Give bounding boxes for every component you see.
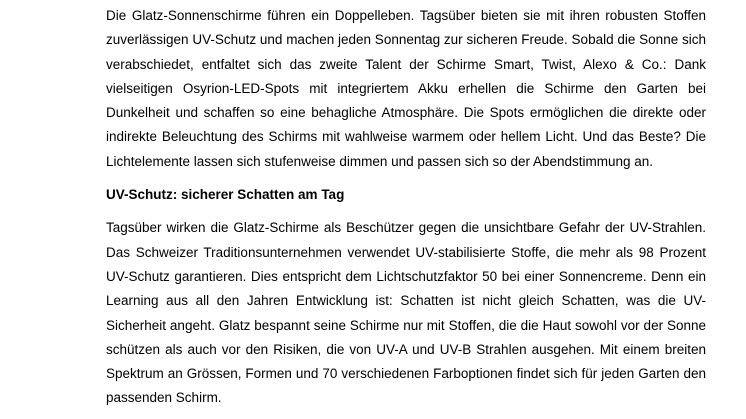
document-page	[106, 4, 706, 411]
section-heading: UV-Schutz: sicherer Schatten am Tag	[106, 187, 345, 203]
section-paragraph: Tagsüber wirken die Glatz-Schirme als Beschützer gegen die unsichtbare Gefahr der UV-Strahlen. Das Schweizer Traditionsunternehmen verwendet UV-stabilisierte Stoffe, die mehr als 98 Prozent UV-Schutz garantieren. Dies entspricht dem Lichtschutzfaktor 50 bei einer Sonnencreme. Denn ein Learning aus all den Jahren Entwicklung ist: Schatten ist nicht gleich Schatten, was die UV-Sicherheit angeht. Glatz bespannt seine Schirme nur mit Stoffen, die die Haut sowohl vor der Sonne schützen als auch vor den Risiken, die von UV-A und UV-B Strahlen ausgehen. Mit einem breiten Spektrum an Grössen, Formen und 70 verschiedenen Farboptionen findet sich für jeden Garten den passenden Schirm.	[106, 220, 706, 406]
intro-paragraph: Die Glatz-Sonnenschirme führen ein Doppelleben. Tagsüber bieten sie mit ihren robusten Stoffen zuverlässigen UV-Schutz und machen jeden Sonnentag zur sicheren Freude. Sobald die Sonne sich verabschiedet, entfaltet sich das zweite Talent der Schirme Smart, Twist, Alexo & Co.: Dank vielseitigen Osyrion-LED-Spots mit integriertem Akku erhellen die Schirme den Garten bei Dunkelheit und schaffen so eine behagliche Atmosphäre. Die Spots ermöglichen die direkte oder indirekte Beleuchtung des Schirms mit wahlweise warmem oder hellem Licht. Und das Beste? Die Lichtelemente lassen sich stufenweise dimmen und passen sich so der Abendstimmung an.	[106, 8, 706, 169]
